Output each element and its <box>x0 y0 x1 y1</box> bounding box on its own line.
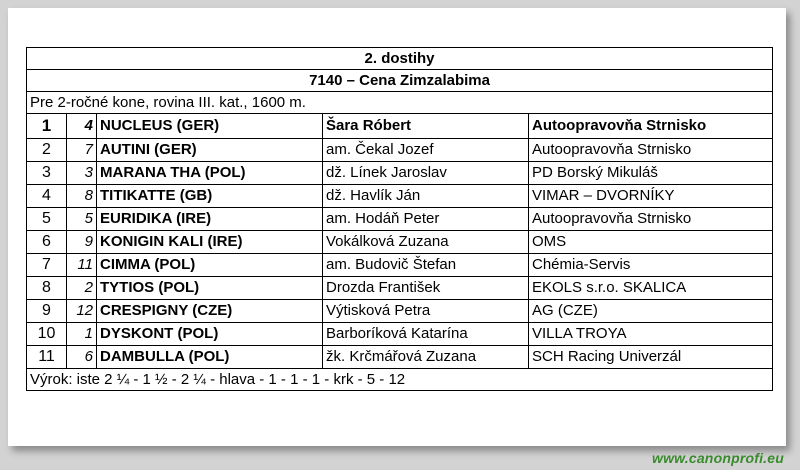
saddle-number: 6 <box>67 346 97 369</box>
race-conditions: Pre 2-ročné kone, rovina III. kat., 1600 m. <box>27 92 773 114</box>
result-row <box>27 139 773 162</box>
jockey-name: am. Budovič Štefan <box>323 254 529 277</box>
horse-name: CRESPIGNY (CZE) <box>97 300 323 323</box>
margins-row <box>27 369 773 391</box>
jockey-name: dž. Havlík Ján <box>323 185 529 208</box>
race-subtitle: 7140 – Cena Zimzalabima <box>27 70 773 92</box>
owner-name: EKOLS s.r.o. SKALICA <box>529 277 773 300</box>
owner-name: PD Borský Mikuláš <box>529 162 773 185</box>
result-row <box>27 300 773 323</box>
horse-name: TITIKATTE (GB) <box>97 185 323 208</box>
result-row <box>27 208 773 231</box>
result-row <box>27 254 773 277</box>
watermark: www.canonprofi.eu <box>652 450 784 466</box>
horse-name: DAMBULLA (POL) <box>97 346 323 369</box>
horse-name: KONIGIN KALI (IRE) <box>97 231 323 254</box>
horse-name: AUTINI (GER) <box>97 139 323 162</box>
owner-name: VIMAR – DVORNÍKY <box>529 185 773 208</box>
jockey-name: Vokálková Zuzana <box>323 231 529 254</box>
result-row <box>27 114 773 139</box>
jockey-name: am. Čekal Jozef <box>323 139 529 162</box>
race-title-row <box>27 48 773 70</box>
saddle-number: 8 <box>67 185 97 208</box>
finish-position: 3 <box>27 162 67 185</box>
race-subtitle-row <box>27 70 773 92</box>
saddle-number: 9 <box>67 231 97 254</box>
finish-position: 11 <box>27 346 67 369</box>
jockey-name: Šara Róbert <box>323 114 529 139</box>
horse-name: DYSKONT (POL) <box>97 323 323 346</box>
race-conditions-row <box>27 92 773 114</box>
result-row <box>27 323 773 346</box>
horse-name: MARANA THA (POL) <box>97 162 323 185</box>
race-title: 2. dostihy <box>27 48 773 70</box>
owner-name: Autoopravovňa Strnisko <box>529 114 773 139</box>
owner-name: VILLA TROYA <box>529 323 773 346</box>
saddle-number: 5 <box>67 208 97 231</box>
results-body <box>27 48 773 391</box>
owner-name: OMS <box>529 231 773 254</box>
result-row <box>27 346 773 369</box>
finish-margins: Výrok: iste 2 ¼ - 1 ½ - 2 ¼ - hlava - 1 - 1 - 1 - krk - 5 - 12 <box>27 369 773 391</box>
saddle-number: 3 <box>67 162 97 185</box>
result-row <box>27 277 773 300</box>
saddle-number: 2 <box>67 277 97 300</box>
saddle-number: 7 <box>67 139 97 162</box>
saddle-number: 4 <box>67 114 97 139</box>
finish-position: 6 <box>27 231 67 254</box>
owner-name: SCH Racing Univerzál <box>529 346 773 369</box>
owner-name: Chémia-Servis <box>529 254 773 277</box>
jockey-name: Drozda František <box>323 277 529 300</box>
jockey-name: dž. Línek Jaroslav <box>323 162 529 185</box>
jockey-name: am. Hodáň Peter <box>323 208 529 231</box>
jockey-name: Výtisková Petra <box>323 300 529 323</box>
result-row <box>27 231 773 254</box>
finish-position: 1 <box>27 114 67 139</box>
result-row <box>27 185 773 208</box>
finish-position: 4 <box>27 185 67 208</box>
owner-name: Autoopravovňa Strnisko <box>529 208 773 231</box>
race-results-table <box>26 47 773 391</box>
jockey-name: žk. Krčmářová Zuzana <box>323 346 529 369</box>
saddle-number: 1 <box>67 323 97 346</box>
finish-position: 10 <box>27 323 67 346</box>
owner-name: Autoopravovňa Strnisko <box>529 139 773 162</box>
horse-name: EURIDIKA (IRE) <box>97 208 323 231</box>
result-row <box>27 162 773 185</box>
saddle-number: 11 <box>67 254 97 277</box>
finish-position: 8 <box>27 277 67 300</box>
finish-position: 9 <box>27 300 67 323</box>
horse-name: CIMMA (POL) <box>97 254 323 277</box>
finish-position: 5 <box>27 208 67 231</box>
finish-position: 2 <box>27 139 67 162</box>
horse-name: NUCLEUS (GER) <box>97 114 323 139</box>
saddle-number: 12 <box>67 300 97 323</box>
horse-name: TYTIOS (POL) <box>97 277 323 300</box>
finish-position: 7 <box>27 254 67 277</box>
owner-name: AG (CZE) <box>529 300 773 323</box>
jockey-name: Barboríková Katarína <box>323 323 529 346</box>
